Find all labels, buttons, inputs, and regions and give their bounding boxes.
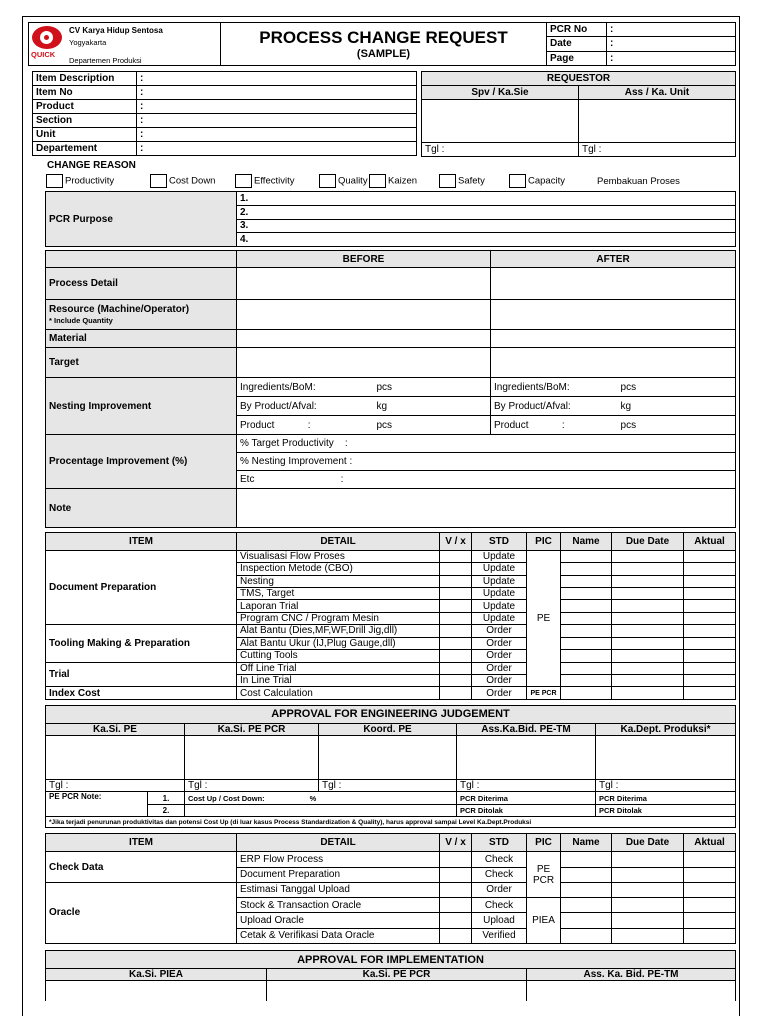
task-detail: Inspection Metode (CBO) [237,563,440,575]
pct-target-productivity[interactable]: % Target Productivity : [237,435,736,453]
pe-pcr-note-1: 1. [148,792,185,805]
pcr-diterima-1[interactable]: PCR Diterima [457,792,596,805]
task-due[interactable] [612,662,684,674]
reason-productivity[interactable]: Productivity [46,174,150,188]
task-aktual[interactable] [684,637,736,649]
spv-tgl[interactable]: Tgl : [422,143,579,157]
nesting-after-ingredients-unit[interactable]: pcs [591,378,736,397]
pct-nesting-improvement[interactable]: % Nesting Improvement : [237,453,736,471]
ass-tgl[interactable]: Tgl : [579,143,736,157]
task-check[interactable] [440,625,472,637]
change-reason-title: CHANGE REASON [47,160,136,171]
task-aktual[interactable] [684,563,736,575]
approval1-tgl[interactable]: Tgl : [457,779,596,792]
nesting-before-byproduct-unit[interactable]: kg [347,397,491,416]
resource-label-text: Resource (Machine/Operator) [49,303,190,315]
pcr-no-field[interactable]: : [607,23,736,37]
pcr-purpose-label: PCR Purpose [46,192,237,247]
approval2-col-ass-kabid: Ass. Ka. Bid. PE-TM [527,969,736,981]
doc-prep-label: Document Preparation [46,550,237,625]
task-aktual[interactable] [684,898,736,913]
tasks2-header-due-date: Due Date [612,834,684,852]
index-cost-label: Index Cost [46,687,237,700]
resource-note: * Include Quantity [49,315,113,325]
task-name[interactable] [561,650,612,662]
nesting-before-ingredients: Ingredients/BoM: [237,378,347,397]
tasks1-header-check: V / x [440,533,472,551]
approval1-col-koord-pe: Koord. PE [319,723,457,736]
process-detail-label: Process Detail [46,268,237,300]
approval2-title: APPROVAL FOR IMPLEMENTATION [46,951,736,969]
task-check[interactable] [440,675,472,687]
task-name[interactable] [561,675,612,687]
pic-pe-pcr: PE PCR [527,687,561,700]
company-name: CV Karya Hidup Sentosa [69,26,163,35]
nesting-after-byproduct-unit[interactable]: kg [591,397,736,416]
checkbox-productivity[interactable] [46,174,63,188]
task-aktual[interactable] [684,675,736,687]
nesting-after-product-unit[interactable]: pcs [591,416,736,435]
task-std: Order [472,675,527,687]
approval1-sign-koord-pe[interactable] [319,736,457,779]
reason-pembakuan-proses[interactable]: Pembakuan Proses [597,175,680,187]
checkbox-safety[interactable] [439,174,456,188]
target-after[interactable] [491,348,736,378]
pcr-no-label: PCR No [547,23,607,37]
task-due[interactable] [612,612,684,624]
tasks1-header-pic: PIC [527,533,561,551]
header-table [28,22,736,66]
before-after-corner [46,251,237,268]
nesting-before-product: Product : [237,416,347,435]
approval2-sign-kasi-piea[interactable] [46,981,267,1001]
task-aktual[interactable] [684,587,736,599]
task-std: Update [472,550,527,562]
task-std: Update [472,575,527,587]
task-check[interactable] [440,882,472,897]
reason-cost-down[interactable]: Cost Down [150,174,235,188]
item-no-field[interactable]: : [137,86,417,100]
page-field[interactable]: : [607,51,736,65]
pcr-diterima-2[interactable]: PCR Diterima [596,792,736,805]
tasks2-header-pic: PIC [527,834,561,852]
approval1-tgl[interactable]: Tgl : [319,779,457,792]
task-detail: Cetak & Verifikasi Data Oracle [237,928,440,943]
task-detail: ERP Flow Process [237,852,440,867]
task-detail: In Line Trial [237,675,440,687]
note-label: Note [46,489,237,528]
task-std: Check [472,867,527,882]
checkbox-cost-down[interactable] [150,174,167,188]
ass-heading: Ass / Ka. Unit [579,86,736,100]
checkbox-effectivity[interactable] [235,174,252,188]
nesting-after-byproduct: By Product/Afval: [491,397,591,416]
purpose-line-4[interactable]: 4. [237,233,736,247]
section-label: Section [33,114,137,128]
change-reason-options [46,174,680,188]
task-detail: Estimasi Tanggal Upload [237,882,440,897]
company-block [29,23,221,66]
reason-kaizen[interactable]: Kaizen [369,174,439,188]
page-label: Page [547,51,607,65]
task-detail: Document Preparation [237,867,440,882]
task-detail: Off Line Trial [237,662,440,674]
task-name[interactable] [561,612,612,624]
pcr-ditolak-2[interactable]: PCR Ditolak [596,804,736,817]
logo-text: QUICK [31,50,56,59]
before-after-table [45,250,736,528]
task-std: Update [472,563,527,575]
approval1-sign-kasi-pe-pcr[interactable] [185,736,319,779]
task-name[interactable] [561,867,612,882]
task-detail: Visualisasi Flow Proses [237,550,440,562]
approval1-sign-kadept[interactable] [596,736,736,779]
task-check[interactable] [440,550,472,562]
nesting-before-product-unit[interactable]: pcs [347,416,491,435]
task-check[interactable] [440,852,472,867]
pe-pcr-note-2: 2. [148,804,185,817]
approval2-sign-ass-kabid[interactable] [527,981,736,1001]
departement-field[interactable]: : [137,142,417,156]
reason-quality[interactable]: Quality [319,174,369,188]
tasks1-header-std: STD [472,533,527,551]
task-name[interactable] [561,600,612,612]
task-aktual[interactable] [684,575,736,587]
task-aktual[interactable] [684,852,736,867]
approval1-footnote: *Jika terjadi penurunan produktivitas dan potensi Cost Up (di luar kasus Process Standardization & Quality), harus approval sampai Level Ka.Dept.Produksi [46,817,736,828]
checkbox-kaizen[interactable] [369,174,386,188]
task-due[interactable] [612,587,684,599]
task-due[interactable] [612,928,684,943]
nesting-after-ingredients: Ingredients/BoM: [491,378,591,397]
purpose-line-3[interactable]: 3. [237,219,736,233]
reason-effectivity[interactable]: Effectivity [235,174,319,188]
task-name[interactable] [561,882,612,897]
tasks2-header-aktual: Aktual [684,834,736,852]
title-block [221,23,547,66]
task-std: Order [472,687,527,700]
info-table [32,71,417,156]
reason-capacity[interactable]: Capacity [509,174,597,188]
approval1-tgl[interactable]: Tgl : [46,779,185,792]
tasks1-header-item: ITEM [46,533,237,551]
pct-etc[interactable]: Etc : [237,471,736,489]
task-due[interactable] [612,898,684,913]
task-detail: Program CNC / Program Mesin [237,612,440,624]
tasks1-header-detail: DETAIL [237,533,440,551]
approval1-sign-kasi-pe[interactable] [46,736,185,779]
task-aktual[interactable] [684,882,736,897]
tasks2-header-name: Name [561,834,612,852]
approval1-col-kadept: Ka.Dept. Produksi* [596,723,736,736]
task-check[interactable] [440,575,472,587]
product-label: Product [33,100,137,114]
task-std: Order [472,625,527,637]
task-detail: TMS, Target [237,587,440,599]
task-name[interactable] [561,687,612,700]
form-title: PROCESS CHANGE REQUEST [259,28,508,47]
task-check[interactable] [440,867,472,882]
task-aktual[interactable] [684,600,736,612]
task-detail: Alat Bantu Ukur (IJ,Plug Gauge,dll) [237,637,440,649]
task-name[interactable] [561,852,612,867]
task-due[interactable] [612,675,684,687]
task-due[interactable] [612,600,684,612]
purpose-line-2[interactable]: 2. [237,205,736,219]
date-field[interactable]: : [607,37,736,51]
task-check[interactable] [440,612,472,624]
task-check[interactable] [440,650,472,662]
approval2-table [45,950,736,1001]
target-before[interactable] [237,348,491,378]
item-description-label: Item Description [33,72,137,86]
tasks2-header-check: V / x [440,834,472,852]
task-due[interactable] [612,882,684,897]
task-check[interactable] [440,687,472,700]
task-due[interactable] [612,867,684,882]
cost-pct: % [309,793,317,803]
unit-label: Unit [33,128,137,142]
company-dept: Departemen Produksi [69,56,142,65]
task-std: Check [472,852,527,867]
task-name[interactable] [561,587,612,599]
oracle-label: Oracle [46,882,237,943]
task-due[interactable] [612,625,684,637]
task-std: Order [472,637,527,649]
task-name[interactable] [561,662,612,674]
task-aktual[interactable] [684,662,736,674]
pcr-ditolak-1[interactable]: PCR Ditolak [457,804,596,817]
process-detail-after[interactable] [491,268,736,300]
note-line-2[interactable] [185,804,457,817]
task-aktual[interactable] [684,687,736,700]
tasks1-table [45,532,736,700]
spv-signature[interactable] [422,100,579,143]
pic-piea: PIEA [527,898,561,944]
spv-heading: Spv / Ka.Sie [422,86,579,100]
pic-pe-label: PE [536,863,551,875]
tasks2-header-std: STD [472,834,527,852]
company-city: Yogyakarta [69,38,107,47]
task-std: Order [472,882,527,897]
task-check[interactable] [440,928,472,943]
task-detail: Cutting Tools [237,650,440,662]
nesting-after-product: Product : [491,416,591,435]
checkbox-capacity[interactable] [509,174,526,188]
pic-pe-pcr-block [527,852,561,898]
task-std: Order [472,662,527,674]
task-check[interactable] [440,637,472,649]
pic-pcr-label: PCR [532,874,555,886]
approval1-col-kasi-pe: Ka.Si. PE [46,723,185,736]
unit-field[interactable]: : [137,128,417,142]
task-detail: Alat Bantu (Dies,MF,WF,Drill Jig,dll) [237,625,440,637]
task-detail: Laporan Trial [237,600,440,612]
task-aktual[interactable] [684,867,736,882]
approval2-col-kasi-pe-pcr: Ka.Si. PE PCR [267,969,527,981]
approval2-col-kasi-piea: Ka.Si. PIEA [46,969,267,981]
date-label: Date [547,37,607,51]
approval1-sign-ass-kabid[interactable] [457,736,596,779]
task-check[interactable] [440,563,472,575]
tooling-label: Tooling Making & Preparation [46,625,237,662]
purpose-line-1[interactable]: 1. [237,192,736,206]
item-no-label: Item No [33,86,137,100]
resource-label [46,300,237,330]
resource-before[interactable] [237,300,491,330]
before-heading: BEFORE [237,251,491,268]
approval1-tgl[interactable]: Tgl : [185,779,319,792]
material-label: Material [46,330,237,348]
task-check[interactable] [440,898,472,913]
check-data-label: Check Data [46,852,237,883]
approval1-table [45,705,736,828]
task-name[interactable] [561,898,612,913]
material-before[interactable] [237,330,491,348]
departement-label: Departement [33,142,137,156]
approval1-col-kasi-pe-pcr: Ka.Si. PE PCR [185,723,319,736]
form-subtitle: (SAMPLE) [356,48,411,60]
task-detail: Stock & Transaction Oracle [237,898,440,913]
tasks2-header-detail: DETAIL [237,834,440,852]
target-label: Target [46,348,237,378]
pic-pe: PE [527,550,561,687]
approval1-col-ass-kabid: Ass.Ka.Bid. PE-TM [457,723,596,736]
task-check[interactable] [440,600,472,612]
approval2-sign-kasi-pe-pcr[interactable] [267,981,527,1001]
task-std: Verified [472,928,527,943]
nesting-before-byproduct: By Product/Afval: [237,397,347,416]
task-due[interactable] [612,575,684,587]
task-due[interactable] [612,852,684,867]
task-name[interactable] [561,625,612,637]
task-aktual[interactable] [684,625,736,637]
task-aktual[interactable] [684,612,736,624]
tasks1-header-name: Name [561,533,612,551]
reason-safety[interactable]: Safety [439,174,509,188]
section-field[interactable]: : [137,114,417,128]
task-detail: Cost Calculation [237,687,440,700]
cost-up-down-label: Cost Up / Cost Down: [188,793,265,803]
trial-label: Trial [46,662,237,687]
task-aktual[interactable] [684,913,736,928]
task-due[interactable] [612,637,684,649]
resource-after[interactable] [491,300,736,330]
task-aktual[interactable] [684,928,736,943]
nesting-before-ingredients-unit[interactable]: pcs [347,378,491,397]
nesting-label: Nesting Improvement [46,378,237,435]
company-logo [32,26,62,49]
requestor-table [421,71,736,157]
task-detail: Nesting [237,575,440,587]
tasks2-table [45,833,736,944]
task-due[interactable] [612,563,684,575]
task-detail: Upload Oracle [237,913,440,928]
task-name[interactable] [561,637,612,649]
ass-signature[interactable] [579,100,736,143]
task-name[interactable] [561,563,612,575]
tasks2-header-item: ITEM [46,834,237,852]
cost-up-down-field[interactable] [185,792,457,805]
pe-pcr-note-label: PE PCR Note: [46,792,148,817]
task-name[interactable] [561,550,612,562]
task-due[interactable] [612,687,684,700]
process-detail-before[interactable] [237,268,491,300]
approval1-tgl[interactable]: Tgl : [596,779,736,792]
task-std: Order [472,650,527,662]
task-std: Update [472,612,527,624]
after-heading: AFTER [491,251,736,268]
task-aktual[interactable] [684,550,736,562]
purpose-table [45,191,736,247]
item-description-field[interactable]: : [137,72,417,86]
note-field[interactable] [237,489,736,528]
task-check[interactable] [440,587,472,599]
product-field[interactable]: : [137,100,417,114]
task-std: Upload [472,913,527,928]
task-std: Update [472,587,527,599]
task-name[interactable] [561,575,612,587]
tasks1-header-due-date: Due Date [612,533,684,551]
task-due[interactable] [612,550,684,562]
task-check[interactable] [440,913,472,928]
task-aktual[interactable] [684,650,736,662]
task-due[interactable] [612,650,684,662]
requestor-heading: REQUESTOR [422,72,736,86]
approval1-title: APPROVAL FOR ENGINEERING JUDGEMENT [46,706,736,724]
task-due[interactable] [612,913,684,928]
task-std: Check [472,898,527,913]
material-after[interactable] [491,330,736,348]
checkbox-quality[interactable] [319,174,336,188]
percentage-label: Procentage Improvement (%) [46,435,237,489]
tasks1-header-aktual: Aktual [684,533,736,551]
task-std: Update [472,600,527,612]
task-name[interactable] [561,928,612,943]
task-name[interactable] [561,913,612,928]
task-check[interactable] [440,662,472,674]
